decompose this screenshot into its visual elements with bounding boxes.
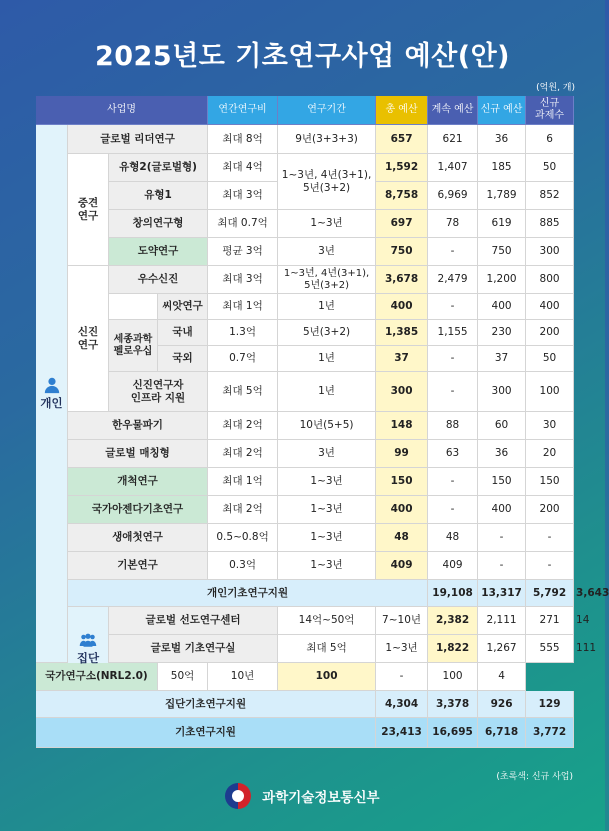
total-cell: 148 (376, 412, 428, 440)
program-name: 글로벌 매칭형 (68, 440, 208, 468)
program-name: 생애첫연구 (68, 524, 208, 552)
total-cell: 1,822 (428, 635, 478, 663)
annual-cell: 최대 1억 (208, 294, 278, 320)
footnote: (초록색: 신규 사업) (496, 772, 573, 782)
annual-cell: 0.5~0.8억 (208, 524, 278, 552)
new-count-cell: 4 (478, 663, 526, 691)
table-row (36, 663, 574, 691)
header-new-count: 신규 과제수 (526, 96, 574, 125)
annual-cell: 최대 5억 (278, 635, 376, 663)
period-cell: 1~3년 (278, 524, 376, 552)
period-cell: 1~3년, 4년(3+1), 5년(3+2) (278, 154, 376, 210)
annual-cell: 최대 5억 (208, 372, 278, 412)
total-cell: 1,385 (376, 320, 428, 346)
continuing-cell: - (428, 496, 478, 524)
continuing-cell: 1,267 (478, 635, 526, 663)
program-name: 국가아젠다기초연구 (68, 496, 208, 524)
total-cell: 150 (376, 468, 428, 496)
government-emblem-icon (225, 783, 251, 809)
blank-cell (109, 294, 158, 320)
budget-table (36, 96, 609, 748)
period-cell: 1~3년 (278, 468, 376, 496)
table-row (36, 440, 574, 468)
header-annual: 연간연구비 (208, 96, 278, 125)
continuing-cell: 409 (428, 552, 478, 580)
program-name: 한우물파기 (68, 412, 208, 440)
total-cell: 657 (376, 125, 428, 154)
new-budget-cell: 150 (478, 468, 526, 496)
continuing-cell: 16,695 (428, 718, 478, 748)
table-row (36, 552, 574, 580)
new-budget-cell: 185 (478, 154, 526, 182)
total-cell: 4,304 (376, 691, 428, 718)
header-new-budget: 신규 예산 (478, 96, 526, 125)
total-cell: 697 (376, 210, 428, 238)
period-cell: 1~3년 (278, 552, 376, 580)
new-count-cell: 200 (526, 320, 574, 346)
annual-cell: 최대 2억 (208, 496, 278, 524)
period-cell: 3년 (278, 238, 376, 266)
new-budget-cell: - (478, 552, 526, 580)
new-count-cell: 400 (526, 294, 574, 320)
total-cell: 23,413 (376, 718, 428, 748)
table-row (36, 266, 574, 294)
program-name: 유형2(글로벌형) (109, 154, 208, 182)
annual-cell: 0.3억 (208, 552, 278, 580)
total-cell: 100 (278, 663, 376, 691)
continuing-cell: 6,969 (428, 182, 478, 210)
new-budget-cell: 1,789 (478, 182, 526, 210)
header-continuing: 계속 예산 (428, 96, 478, 125)
new-count-cell: 50 (526, 154, 574, 182)
continuing-cell: - (428, 238, 478, 266)
annual-cell: 1.3억 (208, 320, 278, 346)
annual-cell: 평균 3억 (208, 238, 278, 266)
new-count-cell: 30 (526, 412, 574, 440)
footer (0, 783, 605, 809)
total-cell: 3,678 (376, 266, 428, 294)
continuing-cell: 1,155 (428, 320, 478, 346)
group-individual: 개인 (36, 125, 68, 663)
period-cell: 1~3년 (278, 210, 376, 238)
continuing-cell: 3,378 (428, 691, 478, 718)
new-budget-cell: 6,718 (478, 718, 526, 748)
total-cell: 99 (376, 440, 428, 468)
period-cell: 1~3년 (376, 635, 428, 663)
group-sejong: 세종과학 펠로우십 (109, 320, 158, 372)
program-name: 글로벌 선도연구센터 (109, 607, 278, 635)
continuing-cell: 621 (428, 125, 478, 154)
program-name: 도약연구 (109, 238, 208, 266)
program-name: 창의연구형 (109, 210, 208, 238)
header-period: 연구기간 (278, 96, 376, 125)
continuing-cell: 13,317 (478, 580, 526, 607)
period-cell: 10년(5+5) (278, 412, 376, 440)
continuing-cell: - (428, 346, 478, 372)
period-cell: 7~10년 (376, 607, 428, 635)
continuing-cell: 2,111 (478, 607, 526, 635)
new-budget-cell: 555 (526, 635, 574, 663)
new-count-cell: 885 (526, 210, 574, 238)
annual-cell: 최대 1억 (208, 468, 278, 496)
new-count-cell: 300 (526, 238, 574, 266)
header-program: 사업명 (36, 96, 208, 125)
continuing-cell: - (428, 294, 478, 320)
annual-cell: 최대 3억 (208, 182, 278, 210)
total-cell: 8,758 (376, 182, 428, 210)
new-budget-cell: 271 (526, 607, 574, 635)
continuing-cell: 88 (428, 412, 478, 440)
new-budget-cell: 36 (478, 440, 526, 468)
annual-cell: 최대 2억 (208, 412, 278, 440)
unit-label: (억원, 개) (536, 83, 575, 93)
grand-total-label: 기초연구지원 (36, 718, 376, 748)
new-count-cell: 3,772 (526, 718, 574, 748)
table-row (36, 524, 574, 552)
grand-total-row (36, 718, 574, 748)
new-budget-cell: 230 (478, 320, 526, 346)
new-budget-cell: 400 (478, 294, 526, 320)
annual-cell: 14억~50억 (278, 607, 376, 635)
total-cell: 409 (376, 552, 428, 580)
program-name: 씨앗연구 (158, 294, 208, 320)
total-cell: 1,592 (376, 154, 428, 182)
program-name: 국가연구소(NRL2.0) (36, 663, 158, 691)
program-name: 글로벌 기초연구실 (109, 635, 278, 663)
continuing-cell: 1,407 (428, 154, 478, 182)
total-cell: 2,382 (428, 607, 478, 635)
period-cell: 9년(3+3+3) (278, 125, 376, 154)
total-cell: 300 (376, 372, 428, 412)
header-row (36, 96, 574, 125)
annual-cell: 최대 3억 (208, 266, 278, 294)
new-count-cell: 800 (526, 266, 574, 294)
annual-cell: 최대 2억 (208, 440, 278, 468)
table-row (36, 210, 574, 238)
new-count-cell: 6 (526, 125, 574, 154)
new-count-cell: 100 (526, 372, 574, 412)
new-budget-cell: 400 (478, 496, 526, 524)
continuing-cell: - (428, 468, 478, 496)
new-count-cell: 50 (526, 346, 574, 372)
annual-cell: 최대 4억 (208, 154, 278, 182)
new-budget-cell: 60 (478, 412, 526, 440)
table-row (36, 320, 574, 346)
total-cell: 48 (376, 524, 428, 552)
new-count-cell: 852 (526, 182, 574, 210)
total-cell: 37 (376, 346, 428, 372)
new-budget-cell: 750 (478, 238, 526, 266)
program-name: 국외 (158, 346, 208, 372)
table-row (36, 125, 574, 154)
new-budget-cell: 5,792 (526, 580, 574, 607)
total-cell: 400 (376, 294, 428, 320)
continuing-cell: - (376, 663, 428, 691)
continuing-cell: - (428, 372, 478, 412)
period-cell: 1년 (278, 372, 376, 412)
table-row (36, 468, 574, 496)
table-row (36, 294, 574, 320)
program-name: 유형1 (109, 182, 208, 210)
continuing-cell: 2,479 (428, 266, 478, 294)
annual-cell: 0.7억 (208, 346, 278, 372)
continuing-cell: 48 (428, 524, 478, 552)
new-count-cell: - (526, 524, 574, 552)
new-budget-cell: 1,200 (478, 266, 526, 294)
subtotal-label: 집단기초연구지원 (36, 691, 376, 718)
total-cell: 400 (376, 496, 428, 524)
continuing-cell: 63 (428, 440, 478, 468)
table-row (36, 372, 574, 412)
period-cell: 3년 (278, 440, 376, 468)
new-count-cell: 150 (526, 468, 574, 496)
group-icon (79, 631, 97, 649)
table-row: 글로벌 기초연구실 최대 5억 1~3년 1,822 1,267 555 111 (36, 635, 574, 663)
new-count-cell: 129 (526, 691, 574, 718)
table-row (36, 496, 574, 524)
new-budget-cell: 619 (478, 210, 526, 238)
new-count-cell: - (526, 552, 574, 580)
program-name: 글로벌 리더연구 (68, 125, 208, 154)
new-budget-cell: - (478, 524, 526, 552)
new-budget-cell: 36 (478, 125, 526, 154)
period-cell: 1~3년, 4년(3+1), 5년(3+2) (278, 266, 376, 294)
new-budget-cell: 37 (478, 346, 526, 372)
program-name: 기본연구 (68, 552, 208, 580)
annual-cell: 최대 8억 (208, 125, 278, 154)
page-title: 2025년도 기초연구사업 예산(안) (94, 41, 511, 72)
new-budget-cell: 100 (428, 663, 478, 691)
subtotal-individual-row: 개인기초연구지원 19,108 13,317 5,792 3,643 (36, 580, 574, 607)
continuing-cell: 78 (428, 210, 478, 238)
person-icon (43, 376, 61, 394)
new-count-cell: 200 (526, 496, 574, 524)
subtotal-label: 개인기초연구지원 (68, 580, 428, 607)
program-name: 개척연구 (68, 468, 208, 496)
total-cell: 19,108 (428, 580, 478, 607)
period-cell: 1년 (278, 294, 376, 320)
annual-cell: 50억 (158, 663, 208, 691)
program-name: 우수신진 (109, 266, 208, 294)
program-name: 신진연구자 인프라 지원 (109, 372, 208, 412)
new-budget-cell: 300 (478, 372, 526, 412)
ministry-name: 과학기술정보통신부 (262, 790, 380, 806)
period-cell: 5년(3+2) (278, 320, 376, 346)
program-name: 국내 (158, 320, 208, 346)
group-emerging: 신진 연구 (68, 266, 109, 412)
group-mid: 중견 연구 (68, 154, 109, 266)
table-row (36, 412, 574, 440)
period-cell: 1년 (278, 346, 376, 372)
period-cell: 10년 (208, 663, 278, 691)
annual-cell: 최대 0.7억 (208, 210, 278, 238)
new-count-cell: 20 (526, 440, 574, 468)
new-budget-cell: 926 (478, 691, 526, 718)
period-cell: 1~3년 (278, 496, 376, 524)
header-total: 총 예산 (376, 96, 428, 125)
table-row (36, 238, 574, 266)
total-cell: 750 (376, 238, 428, 266)
subtotal-collective-row (36, 691, 574, 718)
table-row (36, 154, 574, 182)
group-collective: 집단 (68, 607, 109, 691)
table-row: 집단 글로벌 선도연구센터 14억~50억 7~10년 2,382 2,111 271 14 (36, 607, 574, 635)
